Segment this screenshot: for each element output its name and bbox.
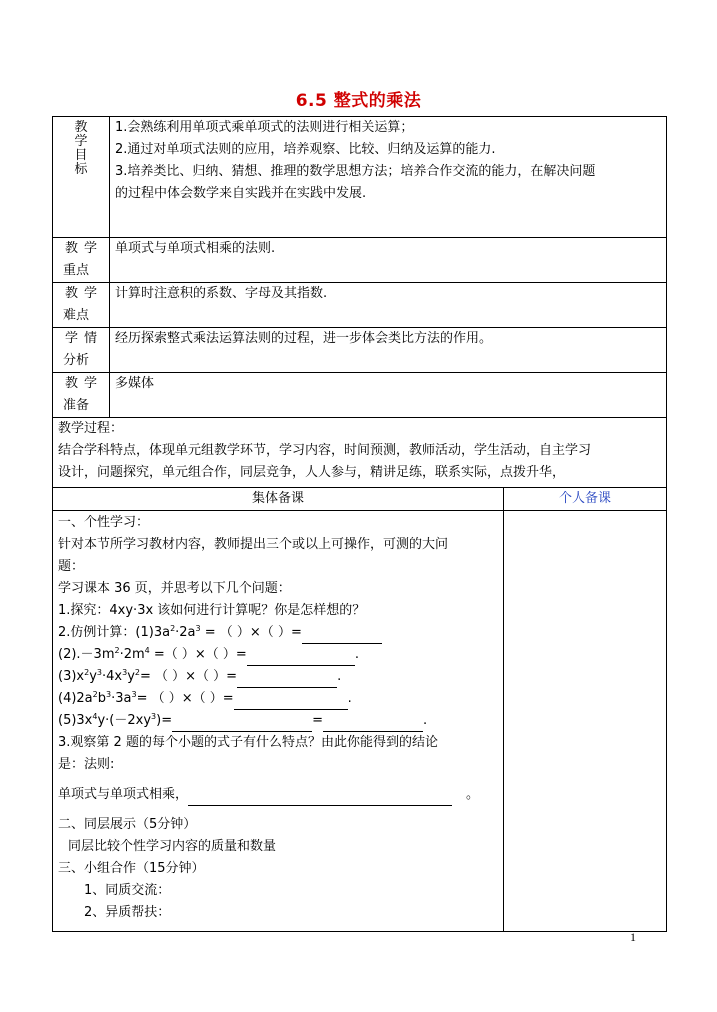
question-two-prefix: 2.仿例计算： <box>58 625 136 640</box>
answer-blank[interactable] <box>234 693 348 710</box>
expr-part: (3)x <box>58 669 85 684</box>
period: . <box>423 713 428 728</box>
expr-part: ·3a <box>111 691 132 706</box>
answer-blank[interactable] <box>323 715 423 732</box>
personal-content <box>504 511 667 932</box>
page-title: 6.5 整式的乘法 <box>295 91 422 111</box>
question-three: 3.观察第 2 题的每个小题的式子有什么特点？由此你能得到的结论 <box>58 735 438 750</box>
process-content <box>53 418 667 488</box>
expr-part: b <box>97 691 107 706</box>
expr-part: (1)3a <box>135 625 171 640</box>
process-heading: 教学过程： <box>58 421 124 436</box>
collective-content <box>53 511 504 932</box>
analysis-row <box>53 328 667 373</box>
exponent: 4 <box>92 712 98 721</box>
expr-part: ·4x <box>102 669 123 684</box>
difficulty-row <box>53 283 667 328</box>
expr-part: )= <box>156 713 173 728</box>
process-row <box>53 418 667 488</box>
expr-part: y <box>127 669 135 684</box>
page-number: 1 <box>630 930 636 944</box>
expr-part: = （ ）×（ ）= <box>200 625 302 640</box>
example-three <box>58 666 498 688</box>
expr-part: = （ ）×（ ）= <box>136 691 234 706</box>
section-three-heading: 三、小组合作（15分钟） <box>58 861 205 876</box>
exponent: 3 <box>151 712 157 721</box>
rule-blank[interactable] <box>188 789 452 806</box>
key-label-cell <box>53 238 110 283</box>
goal-line: 的过程中体会数学来自实践并在实践中发展. <box>115 186 367 201</box>
period: . <box>337 669 342 684</box>
expr-part: (2).－3m <box>58 647 115 662</box>
exponent: 4 <box>144 646 150 655</box>
section-two-line: 同层比较个性学习内容的质量和数量 <box>68 839 277 854</box>
prep-label-a: 教 <box>65 376 79 391</box>
example-two <box>58 644 498 666</box>
goals-content <box>110 117 667 238</box>
analysis-label-a: 学 <box>65 331 79 346</box>
answer-blank[interactable] <box>247 649 355 666</box>
text-line: 针对本节所学习教材内容，教师提出三个或以上可操作，可测的大问 <box>58 537 449 552</box>
process-line: 设计，问题探究，单元组合作，同层竞争，人人参与，精讲足练，联系实际，点拨升华， <box>58 465 566 480</box>
analysis-label-cell <box>53 328 110 373</box>
expr-part: y·(－2xy <box>97 713 152 728</box>
rule-prefix: 单项式与单项式相乘， <box>58 787 189 802</box>
lesson-plan-table <box>52 116 667 932</box>
key-row <box>53 238 667 283</box>
difficulty-label-a: 教 <box>65 286 79 301</box>
answer-blank[interactable] <box>237 671 337 688</box>
goal-line: 2.通过对单项式法则的应用，培养观察、比较、归纳及运算的能力. <box>115 142 496 157</box>
expr-part: ·2m <box>119 647 145 662</box>
example-one <box>58 622 498 644</box>
goals-row <box>53 117 667 238</box>
prep-content: 多媒体 <box>110 373 667 418</box>
example-four <box>58 688 498 710</box>
rule-line <box>58 784 498 806</box>
spacer <box>58 806 498 814</box>
rule-suffix: 。 <box>466 787 480 802</box>
personal-header: 个人备课 <box>504 488 667 511</box>
goals-label: 教学目标 <box>74 120 88 177</box>
period: . <box>347 691 352 706</box>
answer-blank[interactable] <box>172 715 312 732</box>
answer-blank[interactable] <box>302 627 382 644</box>
text-line: 题： <box>58 559 85 574</box>
exponent: 2 <box>84 668 90 677</box>
question-one: 1.探究：4xy·3x 该如何进行计算呢？你是怎样想的？ <box>58 603 366 618</box>
exponent: 3 <box>131 690 137 699</box>
section-three-item: 1、同质交流： <box>84 883 171 898</box>
question-three-cont: 是：法则: <box>58 757 115 772</box>
exponent: 2 <box>134 668 140 677</box>
exponent: 2 <box>92 690 98 699</box>
goal-line: 1.会熟练利用单项式乘单项式的法则进行相关运算； <box>115 120 414 135</box>
analysis-label-b: 情 <box>83 331 97 346</box>
expr-part: (4)2a <box>58 691 93 706</box>
section-three-item: 2、异质帮扶： <box>84 905 171 920</box>
difficulty-content: 计算时注意积的系数、字母及其指数. <box>110 283 667 328</box>
analysis-content: 经历探索整式乘法运算法则的过程，进一步体会类比方法的作用。 <box>110 328 667 373</box>
exponent: 3 <box>96 668 102 677</box>
prep-label-cell <box>53 373 110 418</box>
section-one-heading: 一、个性学习： <box>58 515 150 530</box>
analysis-label-c: 分析 <box>63 353 90 368</box>
section-two-heading: 二、同层展示（5分钟） <box>58 817 197 832</box>
difficulty-label-b: 学 <box>83 286 97 301</box>
exponent: 3 <box>106 690 112 699</box>
key-content: 单项式与单项式相乘的法则. <box>110 238 667 283</box>
spacer <box>58 776 498 784</box>
expr-part: (5)3x <box>58 713 93 728</box>
difficulty-label-cell <box>53 283 110 328</box>
exponent: 3 <box>195 624 201 633</box>
period: . <box>354 647 359 662</box>
expr-part: =（ ）×（ ）= <box>149 647 247 662</box>
expr-part: = （ ）×（ ）= <box>140 669 238 684</box>
difficulty-label-c: 难点 <box>63 308 90 323</box>
prep-row <box>53 373 667 418</box>
exponent: 2 <box>114 646 120 655</box>
goals-label-cell <box>53 117 110 238</box>
key-label-a: 教 <box>65 241 79 256</box>
collective-header: 集体备课 <box>53 488 504 511</box>
example-five <box>58 710 498 732</box>
expr-part: y <box>89 669 97 684</box>
main-content-row <box>53 511 667 932</box>
column-header-row <box>53 488 667 511</box>
key-label-c: 重点 <box>63 263 90 278</box>
prep-label-b: 学 <box>83 376 97 391</box>
key-label-b: 学 <box>83 241 97 256</box>
goal-line: 3.培养类比、归纳、猜想、推理的数学思想方法；培养合作交流的能力，在解决问题 <box>115 164 596 179</box>
prep-label-c: 准备 <box>63 398 90 413</box>
process-line: 结合学科特点，体现单元组教学环节，学习内容，时间预测，教师活动，学生活动，自主学习 <box>58 443 592 458</box>
equals: = <box>312 713 324 728</box>
expr-part: ·2a <box>175 625 196 640</box>
text-line: 学习课本 36 页，并思考以下几个问题： <box>58 581 291 596</box>
exponent: 3 <box>122 668 128 677</box>
exponent: 2 <box>170 624 176 633</box>
